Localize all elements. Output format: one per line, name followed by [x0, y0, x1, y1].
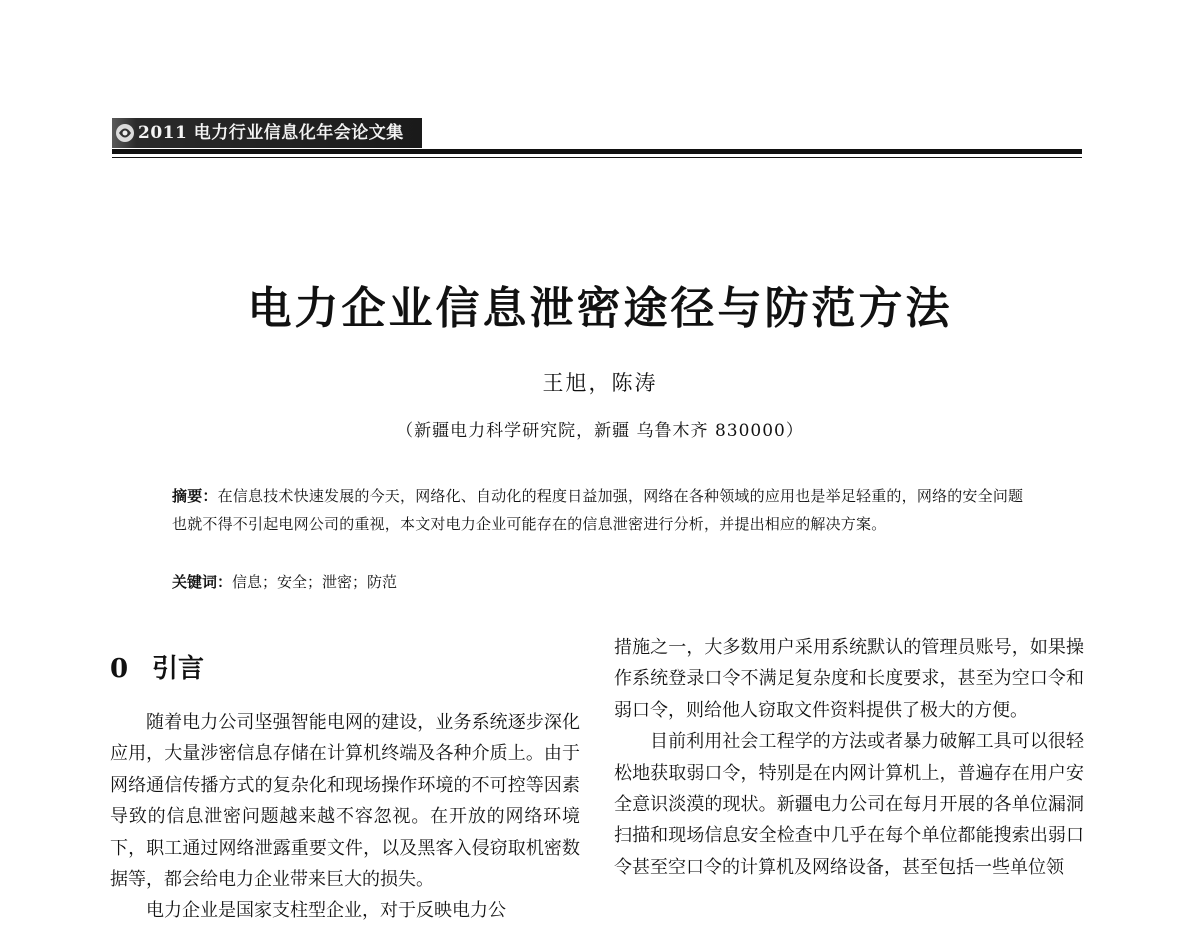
right-column [614, 632, 1084, 883]
right-paragraph-2: 目前利用社会工程学的方法或者暴力破解工具可以很轻松地获取弱口令，特别是在内网计算机上，普遍存在用户安全意识淡漠的现状。新疆电力公司在每月开展的各单位漏洞扫描和现场信息安全检查中几乎在每个单位都能搜索出弱口令甚至空口令的计算机及网络设备，甚至包括一些单位领 [614, 731, 1084, 878]
section-heading [110, 648, 204, 685]
paper-title: 电力企业信息泄密途径与防范方法 [247, 283, 953, 334]
left-paragraph-2: 电力企业是国家支柱型企业，对于反映电力公 [146, 900, 506, 922]
right-paragraph-1: 措施之一，大多数用户采用系统默认的管理员账号，如果操作系统登录口令不满足复杂度和长度要求，甚至为空口令和弱口令，则给他人窃取文件资料提供了极大的方便。 [614, 637, 1084, 721]
section-number: 0 [110, 654, 129, 684]
abstract [172, 482, 1030, 538]
paper-authors: 王旭，陈涛 [542, 371, 658, 395]
keywords-label: 关键词： [172, 573, 233, 591]
header-rule-thin [112, 157, 1082, 158]
abstract-text: 在信息技术快速发展的今天，网络化、自动化的程度日益加强，网络在各种领域的应用也是举足轻重的，网络的安全问题也就不得不引起电网公司的重视，本文对电力企业可能存在的信息泄密进行分析，并提出相应的解决方案。 [172, 487, 1024, 533]
left-paragraph-1: 随着电力公司坚强智能电网的建设，业务系统逐步深化应用，大量涉密信息存储在计算机终端及各种介质上。由于网络通信传播方式的复杂化和现场操作环境的不可控等因素导致的信息泄密问题越来越不容忽视。在开放的网络环境下，职工通过网络泄露重要文件，以及黑客入侵窃取机密数据等，都会给电力企业带来巨大的损失。 [110, 712, 580, 891]
keywords [172, 568, 1030, 596]
left-column [110, 707, 580, 927]
section-title: 引言 [152, 654, 205, 684]
header-rule-thick [112, 149, 1082, 154]
paper-affiliation: （新疆电力科学研究院，新疆 乌鲁木齐 830000） [396, 421, 804, 441]
keywords-text: 信息；安全；泄密；防范 [232, 573, 398, 591]
journal-logo-icon [114, 121, 136, 145]
running-header-title: 2011 电力行业信息化年会论文集 [138, 123, 404, 143]
abstract-label: 摘要： [172, 487, 218, 505]
